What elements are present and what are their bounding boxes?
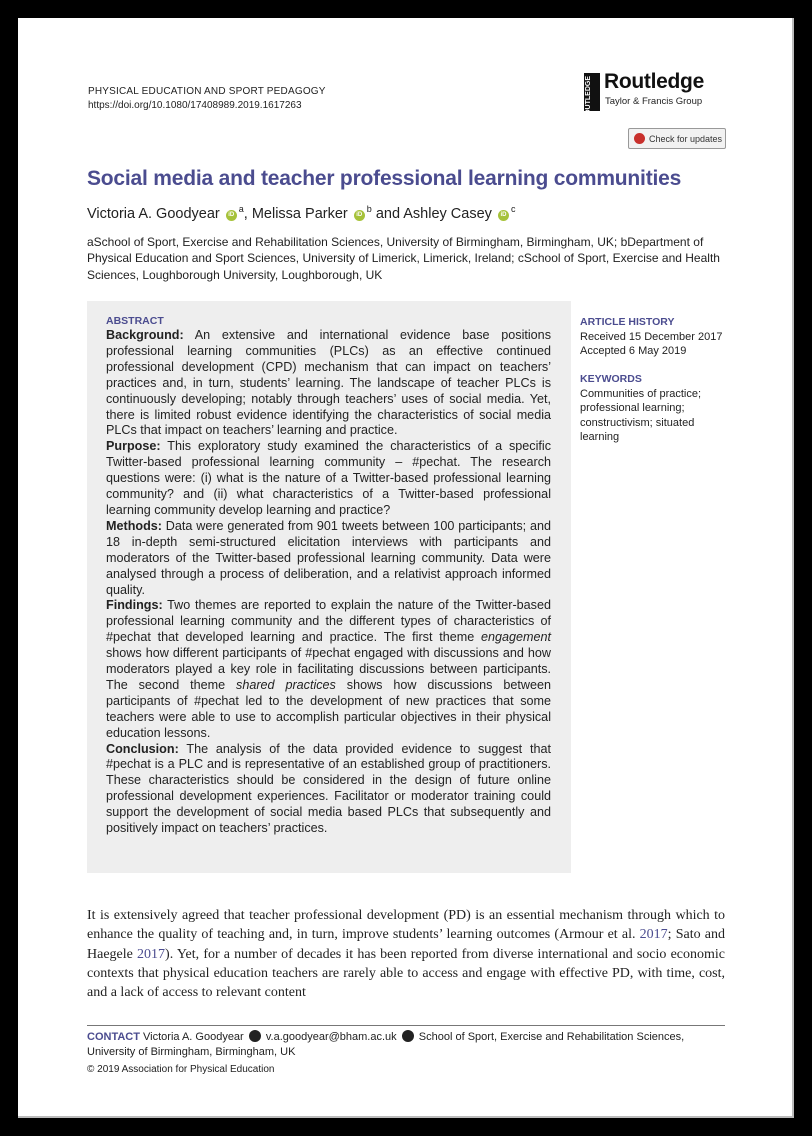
- abstract-findings: [106, 598, 551, 741]
- keywords-label: KEYWORDS: [580, 373, 642, 385]
- section-label: Conclusion:: [106, 741, 179, 756]
- abstract-background: [106, 328, 551, 439]
- emphasis: shared practices: [236, 677, 336, 692]
- body-paragraph: [87, 906, 725, 1002]
- citation-link[interactable]: 2017: [639, 927, 668, 943]
- abstract-conclusion: [106, 742, 551, 837]
- orcid-icon[interactable]: iD: [354, 210, 365, 221]
- check-updates-icon: [634, 133, 645, 144]
- check-updates-label: Check for updates: [649, 133, 723, 144]
- author-list: [87, 204, 515, 222]
- section-text: Data were generated from 901 tweets between 100 participants; and 18 in-depth semi-structured elicitation interviews with participants and moderators of the Twitter-based professional learning community. Data were analysed through a process of deliberation, and a relativist approach informed quality.: [106, 518, 551, 597]
- article-history-label: ARTICLE HISTORY: [580, 316, 675, 328]
- emphasis: engagement: [480, 630, 551, 645]
- author-name: Ashley Casey: [403, 206, 492, 222]
- copyright: © 2019 Association for Physical Education: [87, 1064, 275, 1075]
- abstract-purpose: [106, 439, 551, 519]
- journal-name: PHYSICAL EDUCATION AND SPORT PEDAGOGY: [88, 86, 326, 97]
- affiliations: aSchool of Sport, Exercise and Rehabilitation Sciences, University of Birmingham, Birmingham, UK; bDepartment of Physical Education and Sport Sciences, University of Limerick, Limerick, Ireland; cSchool of Sport, Exercise and Health Sciences, Loughborough University, Loughborough, UK: [87, 235, 720, 282]
- received-date: Received 15 December 2017: [580, 330, 723, 343]
- page: [18, 18, 794, 1118]
- doi-link[interactable]: https://doi.org/10.1080/17408989.2019.1617263: [88, 100, 302, 111]
- routledge-logo-mark: [584, 73, 600, 120]
- keyword-line: constructivism; situated: [580, 416, 695, 429]
- section-label: Findings:: [106, 598, 163, 613]
- author-name: Melissa Parker: [251, 206, 348, 222]
- abstract-text: [106, 328, 551, 837]
- section-text: shows how discussions between participants of #pechat led to the development of new practices that some teachers were able to use to accomplish particular objectives in their physical education lessons.: [106, 677, 551, 740]
- article-history: [580, 315, 730, 359]
- keywords: [580, 372, 730, 445]
- section-label: Purpose:: [106, 439, 161, 454]
- author-sup: c: [510, 204, 516, 214]
- author-and: and: [375, 206, 401, 222]
- check-updates-button[interactable]: [628, 128, 726, 149]
- address-icon: [402, 1030, 414, 1042]
- author-separator: ,: [243, 206, 248, 222]
- citation-link[interactable]: 2017: [137, 946, 166, 962]
- logo-mark-text: ROUTLEDGE: [585, 76, 592, 120]
- body-text: It is extensively agreed that teacher professional development (PD) is an essential mechanism through which to enhance the quality of teaching and, in turn, improve students’ learning outcomes (Armour et al.: [87, 908, 725, 943]
- section-text: Two themes are reported to explain the nature of the Twitter-based professional learning community and the different types of characteristics of #pechat that developed learning and practice. The first theme: [106, 598, 551, 645]
- section-text: This exploratory study examined the characteristics of a specific Twitter-based professional learning community – #pechat. The research questions were: (i) what is the nature of a Twitter-based professional learning community? and (ii) what characteristics of a Twitter-based professional learning community develop learning and practice?: [106, 439, 551, 517]
- abstract-label: ABSTRACT: [106, 315, 164, 327]
- keyword-line: learning: [580, 431, 620, 443]
- contact-info: [87, 1030, 727, 1060]
- accepted-date: Accepted 6 May 2019: [580, 345, 687, 357]
- section-label: Methods:: [106, 518, 162, 533]
- abstract-methods: [106, 519, 551, 599]
- contact-email[interactable]: v.a.goodyear@bham.ac.uk: [265, 1031, 397, 1043]
- body-text: ). Yet, for a number of decades it has been reported from diverse international and socio economic contexts that physical education teachers are rarely able to access and engage with effective PD, with time, cost, and a lack of access to relevant content: [87, 946, 725, 1001]
- contact-name: Victoria A. Goodyear: [143, 1031, 244, 1043]
- keyword-line: professional learning;: [580, 402, 685, 414]
- contact-label: CONTACT: [87, 1031, 140, 1043]
- email-icon: [249, 1030, 261, 1042]
- publisher-sub: Taylor & Francis Group: [605, 96, 703, 107]
- section-text: An extensive and international evidence base positions professional learning communities (PLCs) as an effective continued professional development (CPD) mechanism that can impact on teachers’ practices and, in turn, students’ learning. The landscape of teacher PLCs is continuously developing; notably through teachers’ uses of social media. Yet, there is limited robust evidence identifying the characteristics of social media PLCs that impact on teachers’ learning and practice.: [106, 328, 551, 438]
- orcid-icon[interactable]: iD: [226, 210, 237, 221]
- keyword-line: Communities of practice;: [580, 387, 702, 400]
- author-sup: a: [238, 204, 244, 214]
- section-label: Background:: [106, 328, 184, 342]
- section-text: The analysis of the data provided evidence to suggest that #pechat is a PLC and is representative of an established group of practitioners. These characteristics should be considered in the design of future online professional development experiences. Facilitator or moderator training could support the development of social media based PLCs that subsequently and positively impact on teachers’ practices.: [106, 741, 551, 836]
- publisher-logo: Routledge: [604, 70, 704, 93]
- section-text: shows how different participants of #pechat engaged with discussions and how moderators played a key role in facilitating discussions between participants. The second theme: [106, 646, 551, 692]
- author-name: Victoria A. Goodyear: [87, 206, 220, 222]
- footer-divider: [87, 1025, 725, 1026]
- orcid-icon[interactable]: iD: [498, 210, 509, 221]
- contact-address: School of Sport, Exercise and Rehabilitation Sciences, University of Birmingham, Birmingham, UK: [87, 1031, 685, 1058]
- author-sup: b: [366, 204, 372, 214]
- abstract-box: [87, 301, 571, 873]
- body-text: ; Sato and Haegele: [87, 927, 725, 962]
- article-title: Social media and teacher professional learning communities: [87, 167, 682, 190]
